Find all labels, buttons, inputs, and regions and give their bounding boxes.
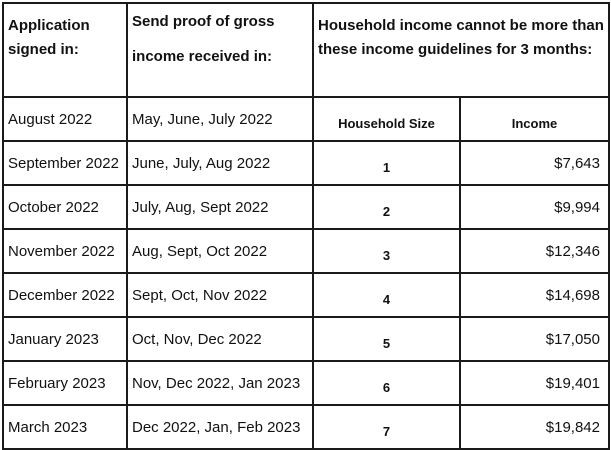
table-row [3, 229, 609, 273]
proof-months-cell: Oct, Nov, Dec 2022 [127, 317, 313, 361]
income-guidelines-table [2, 2, 610, 450]
income-cell: $9,994 [460, 185, 609, 229]
header-row [3, 3, 609, 97]
subheader-income: Income [460, 97, 609, 141]
proof-months-cell: Aug, Sept, Oct 2022 [127, 229, 313, 273]
proof-months-cell: July, Aug, Sept 2022 [127, 185, 313, 229]
header-household-income-limit: Household income cannot be more than these income guidelines for 3 months: [313, 3, 609, 97]
household-size-cell: 5 [313, 317, 460, 361]
household-size-cell: 2 [313, 185, 460, 229]
table-row [3, 97, 609, 141]
signed-in-cell: February 2023 [3, 361, 127, 405]
proof-months-cell: Nov, Dec 2022, Jan 2023 [127, 361, 313, 405]
household-size-cell: 1 [313, 141, 460, 185]
table-row [3, 273, 609, 317]
proof-months-cell: June, July, Aug 2022 [127, 141, 313, 185]
signed-in-cell: October 2022 [3, 185, 127, 229]
signed-in-cell: September 2022 [3, 141, 127, 185]
income-cell: $19,401 [460, 361, 609, 405]
signed-in-cell: March 2023 [3, 405, 127, 449]
signed-in-cell: August 2022 [3, 97, 127, 141]
table-row [3, 405, 609, 449]
income-cell: $17,050 [460, 317, 609, 361]
signed-in-cell: November 2022 [3, 229, 127, 273]
household-size-cell: 7 [313, 405, 460, 449]
proof-months-cell: May, June, July 2022 [127, 97, 313, 141]
household-size-cell: 3 [313, 229, 460, 273]
table-row [3, 361, 609, 405]
header-application-signed-in: Application signed in: [3, 3, 127, 97]
signed-in-cell: January 2023 [3, 317, 127, 361]
table-row [3, 185, 609, 229]
income-cell: $12,346 [460, 229, 609, 273]
table-row [3, 141, 609, 185]
income-cell: $7,643 [460, 141, 609, 185]
header-send-proof: Send proof of gross income received in: [127, 3, 313, 97]
income-cell: $19,842 [460, 405, 609, 449]
proof-months-cell: Sept, Oct, Nov 2022 [127, 273, 313, 317]
signed-in-cell: December 2022 [3, 273, 127, 317]
proof-months-cell: Dec 2022, Jan, Feb 2023 [127, 405, 313, 449]
income-cell: $14,698 [460, 273, 609, 317]
table-row [3, 317, 609, 361]
household-size-cell: 6 [313, 361, 460, 405]
subheader-household-size: Household Size [313, 97, 460, 141]
household-size-cell: 4 [313, 273, 460, 317]
